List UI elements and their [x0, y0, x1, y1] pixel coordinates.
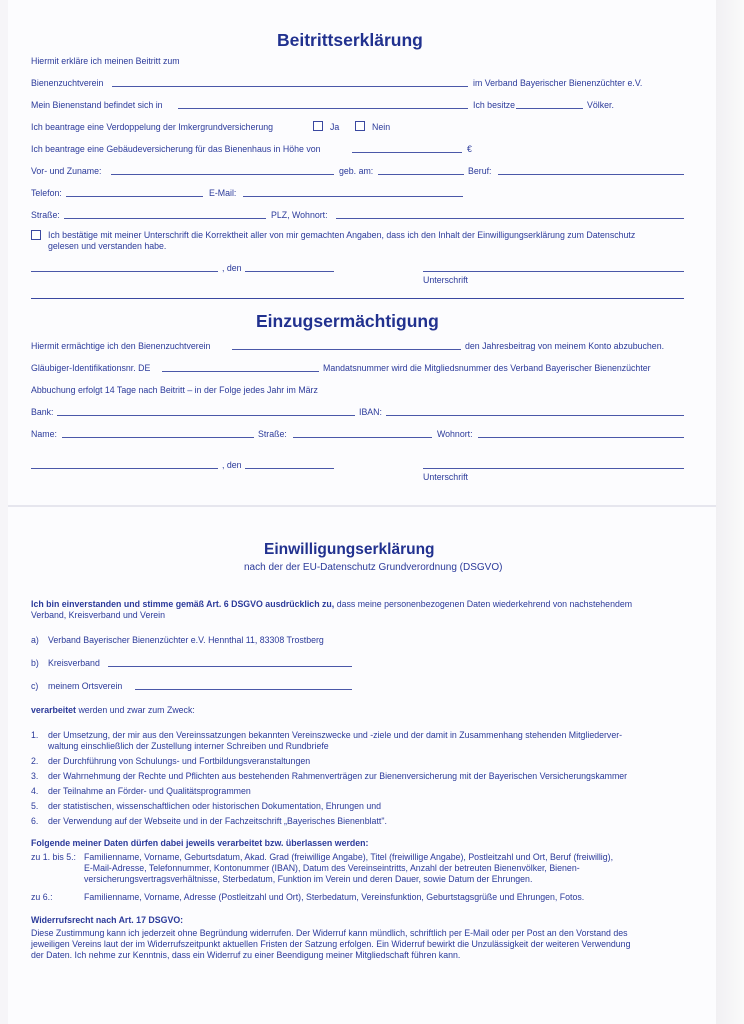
einzug-ort-field[interactable]	[31, 468, 218, 469]
email-label: E-Mail:	[209, 188, 237, 198]
item-a-text: Verband Bayerischer Bienenzüchter e.V. Hennthal 11, 83308 Trostberg	[48, 635, 324, 645]
iban-label: IBAN:	[359, 407, 382, 417]
mandat-label: Mandatsnummer wird die Mitgliedsnummer des Verband Bayerischer Bienenzüchter	[323, 363, 651, 373]
einwilligung-intro	[31, 599, 632, 610]
ja-label: Ja	[330, 122, 340, 132]
einzug-strasse-field[interactable]	[293, 437, 432, 438]
iban-field[interactable]	[386, 415, 684, 416]
zweck-number: 4.	[31, 786, 39, 796]
jahresbeitrag-label: den Jahresbeitrag von meinem Konto abzubuchen.	[465, 341, 665, 351]
telefon-label: Telefon:	[31, 188, 62, 198]
section-divider	[31, 298, 684, 299]
abbuchung-text: Abbuchung erfolgt 14 Tage nach Beitritt – in der Folge jedes Jahr im März	[31, 385, 318, 395]
zweck-number: 6.	[31, 816, 39, 826]
zweck-number: 3.	[31, 771, 39, 781]
geb-field[interactable]	[378, 174, 464, 175]
verband-label: im Verband Bayerischer Bienenzüchter e.V.	[473, 78, 643, 88]
verein-field[interactable]	[112, 86, 468, 87]
zweck-text: der Wahrnehmung der Rechte und Pflichten aus bestehenden Rahmenverträgen zur Bienenversicherung mit der Bayerischen Versicherungskammer	[48, 771, 628, 781]
glaeubiger-field[interactable]	[162, 371, 319, 372]
einzug-den-label: , den	[222, 460, 242, 470]
item-c-text: meinem Ortsverein	[48, 681, 123, 691]
item-b-text: Kreisverband	[48, 658, 100, 668]
zweck-text: der Umsetzung, der mir aus den Vereinssatzungen bekannten Vereinszwecke und -ziele und der damit in Zusammenhang stehenden Mitgliederver-	[48, 730, 623, 740]
euro-label: €	[467, 144, 472, 154]
beruf-label: Beruf:	[468, 166, 492, 176]
bestaetigung-line1: Ich bestätige mit meiner Unterschrift die Korrektheit aller von mir gemachten Angaben, dass ich den Inhalt der Einwilligungserklärung zum Datenschutz	[48, 230, 636, 240]
daten-heading: Folgende meiner Daten dürfen dabei jeweils verarbeitet bzw. überlassen werden:	[31, 838, 369, 848]
item-a-marker: a)	[31, 635, 39, 645]
zweck-text: der statistischen, wissenschaftlichen oder historischen Dokumentation, Ehrungen und	[48, 801, 382, 811]
einzug-title: Einzugsermächtigung	[256, 311, 439, 331]
zweck-number: 5.	[31, 801, 39, 811]
einwilligung-title: Einwilligungserklärung	[264, 541, 435, 558]
email-field[interactable]	[243, 196, 463, 197]
ortsverein-field[interactable]	[135, 689, 352, 690]
bestaetigung-line2: gelesen und verstanden habe.	[48, 241, 167, 251]
beruf-field[interactable]	[498, 174, 684, 175]
datum-field[interactable]	[245, 271, 334, 272]
einwilligung-intro-line2: Verband, Kreisverband und Verein	[31, 610, 166, 620]
verarbeitet-rest: werden und zwar zum Zweck:	[76, 705, 195, 715]
intro-bold: Ich bin einverstanden und stimme gemäß Art. 6 DSGVO ausdrücklich zu,	[31, 599, 335, 609]
daten-1-line: E-Mail-Adresse, Telefonnummer, Kontonummer (IBAN), Datum des Vereinseintritts, Anzahl der betreuten Bienenvölker, Bienen-	[84, 863, 580, 873]
daten-1-text	[84, 852, 688, 885]
gebaeude-amount-field[interactable]	[352, 152, 462, 153]
kreisverband-field[interactable]	[108, 666, 352, 667]
einzug-strasse-label: Straße:	[258, 429, 287, 439]
plz-label: PLZ, Wohnort:	[271, 210, 328, 220]
daten-1-line: Familienname, Vorname, Geburtsdatum, Akad. Grad (freiwillige Angabe), Titel (freiwillige Angabe), Postleitzahl und Ort, Beruf (freiwillig),	[84, 852, 614, 862]
fold-line	[8, 505, 716, 507]
einzug-name-field[interactable]	[62, 437, 254, 438]
unterschrift-field[interactable]	[423, 271, 684, 272]
zweck-text: der Teilnahme an Förder- und Qualitätsprogrammen	[48, 786, 251, 796]
widerruf-line: jeweiligen Vereins laut der im Widerrufszeitpunkt aktuellen Fristen der Satzung erfolgen. Ein Widerruf bewirkt die Unzulässigkeit der weiteren Verwendung	[31, 939, 631, 949]
voelker-count-field[interactable]	[516, 108, 583, 109]
zweck-text: waltung einschließlich der Zustellung interner Schreiben und Rundbriefe	[48, 741, 329, 751]
daten-1-line: versicherungsvertragsverhältnisse, Sterbedatum, Funktion im Verein und deren Dauer, sowie Datum der Ehrungen.	[84, 874, 533, 884]
daten-6-label: zu 6.:	[31, 892, 53, 902]
strasse-label: Straße:	[31, 210, 60, 220]
beitritt-intro: Hiermit erkläre ich meinen Beitritt zum	[31, 56, 180, 66]
daten-1-label: zu 1. bis 5.:	[31, 852, 76, 862]
ja-checkbox[interactable]	[313, 121, 323, 131]
telefon-field[interactable]	[66, 196, 203, 197]
den-label: , den	[222, 263, 242, 273]
nein-checkbox[interactable]	[355, 121, 365, 131]
wohnort-field[interactable]	[478, 437, 684, 438]
plz-field[interactable]	[336, 218, 684, 219]
bank-field[interactable]	[57, 415, 355, 416]
strasse-field[interactable]	[64, 218, 266, 219]
page-edge	[716, 0, 744, 1024]
stand-label: Mein Bienenstand befindet sich in	[31, 100, 163, 110]
bank-label: Bank:	[31, 407, 54, 417]
widerruf-text	[31, 928, 687, 961]
stand-field[interactable]	[178, 108, 468, 109]
gebaeude-label: Ich beantrage eine Gebäudeversicherung für das Bienenhaus in Höhe von	[31, 144, 321, 154]
name-field[interactable]	[111, 174, 334, 175]
widerruf-line: der Daten. Ich nehme zur Kenntnis, dass ein Widerruf zu einer Beendigung meiner Mitgliedschaft führen kann.	[31, 950, 461, 960]
besitze-label: Ich besitze	[473, 100, 516, 110]
widerruf-line: Diese Zustimmung kann ich jederzeit ohne Begründung widerrufen. Der Widerruf kann mündlich, schriftlich per E-Mail oder per Post an den Vorstand des	[31, 928, 628, 938]
wohnort-label: Wohnort:	[437, 429, 473, 439]
beitritt-title: Beitrittserklärung	[277, 30, 423, 50]
ort-field[interactable]	[31, 271, 218, 272]
daten-6-text: Familienname, Vorname, Adresse (Postleitzahl und Ort), Sterbedatum, Vereinsfunktion, Geburtstagsgrüße und Ehrungen, Fotos.	[84, 892, 585, 902]
unterschrift-label: Unterschrift	[423, 275, 468, 285]
verarbeitet-line	[31, 705, 195, 716]
zweck-number: 2.	[31, 756, 39, 766]
glaeubiger-label: Gläubiger-Identifikationsnr. DE	[31, 363, 151, 373]
zweck-text: der Verwendung auf der Webseite und in der Fachzeitschrift „Bayerisches Bienenblatt".	[48, 816, 387, 826]
einzug-unterschrift-label: Unterschrift	[423, 472, 468, 482]
verarbeitet-bold: verarbeitet	[31, 705, 76, 715]
item-c-marker: c)	[31, 681, 39, 691]
zweck-number: 1.	[31, 730, 39, 740]
einzug-name-label: Name:	[31, 429, 57, 439]
nein-label: Nein	[372, 122, 391, 132]
name-label: Vor- und Zuname:	[31, 166, 102, 176]
ermaechtige-label: Hiermit ermächtige ich den Bienenzuchtverein	[31, 341, 211, 351]
verein-label: Bienenzuchtverein	[31, 78, 104, 88]
item-b-marker: b)	[31, 658, 39, 668]
verdopplung-label: Ich beantrage eine Verdoppelung der Imkergrundversicherung	[31, 122, 274, 132]
zweck-text: der Durchführung von Schulungs- und Fortbildungsveranstaltungen	[48, 756, 311, 766]
einwilligung-subtitle: nach der der EU-Datenschutz Grundverordnung (DSGVO)	[244, 562, 503, 573]
intro-rest: dass meine personenbezogenen Daten wiederkehrend von nachstehendem	[334, 599, 633, 609]
einzug-datum-field[interactable]	[245, 468, 334, 469]
widerruf-heading: Widerrufsrecht nach Art. 17 DSGVO:	[31, 915, 184, 925]
geb-label: geb. am:	[339, 166, 374, 176]
einzug-verein-field[interactable]	[232, 349, 461, 350]
bestaetigung-checkbox[interactable]	[31, 230, 41, 240]
voelker-label: Völker.	[587, 100, 614, 110]
einzug-unterschrift-field[interactable]	[423, 468, 684, 469]
